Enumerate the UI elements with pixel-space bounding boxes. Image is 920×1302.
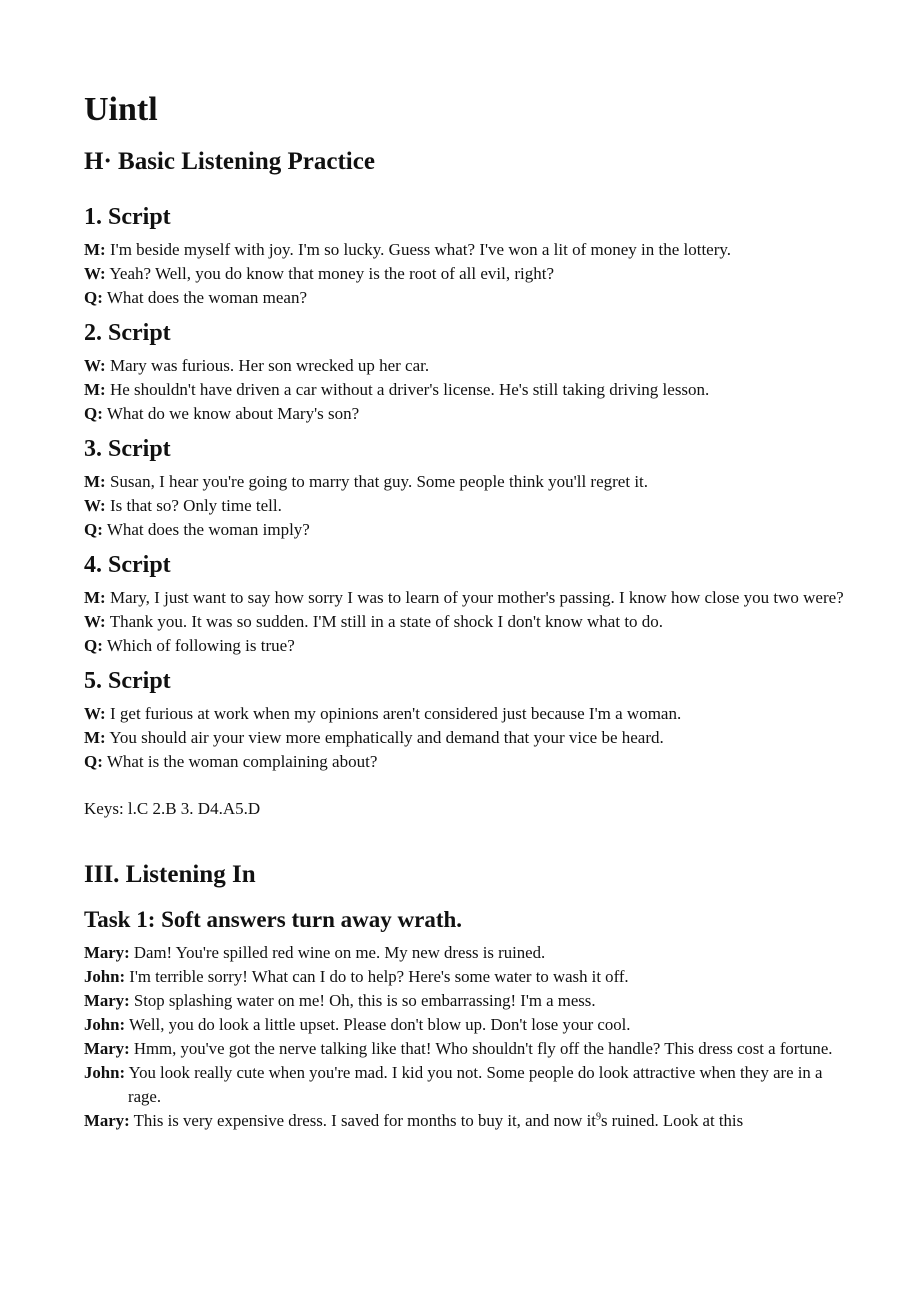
speaker-label: M: (84, 472, 106, 491)
speaker-label: John: (84, 1015, 126, 1034)
script-heading: 3. Script (84, 436, 171, 462)
script-1 (84, 202, 844, 310)
line-text: This is very expensive dress. I saved for months to buy it, and now it (133, 1111, 596, 1130)
script-line (84, 702, 844, 726)
speaker-label: John: (84, 1063, 126, 1082)
script-line (84, 634, 844, 658)
speaker-label: Mary: (84, 991, 130, 1010)
speaker-label: John: (84, 967, 126, 986)
script-2 (84, 318, 844, 426)
line-text: What does the woman mean? (106, 288, 307, 307)
dialogue-line (84, 1013, 844, 1037)
script-line (84, 610, 844, 634)
line-text: I'm terrible sorry! What can I do to help? Here's some water to wash it off. (129, 967, 629, 986)
line-text: He shouldn't have driven a car without a driver's license. He's still taking driving lesson. (109, 380, 710, 399)
speaker-label: W: (84, 612, 106, 631)
dialogue-line (84, 989, 844, 1013)
line-text: Yeah? Well, you do know that money is the root of all evil, right? (109, 264, 555, 283)
script-heading: 1. Script (84, 204, 171, 230)
line-text: Stop splashing water on me! Oh, this is so embarrassing! I'm a mess. (133, 991, 596, 1010)
speaker-label: Q: (84, 752, 103, 771)
speaker-label: M: (84, 728, 106, 747)
speaker-label: W: (84, 264, 106, 283)
line-text: Which of following is true? (106, 636, 295, 655)
line-text: I get furious at work when my opinions aren't considered just because I'm a woman. (109, 704, 682, 723)
line-text: What is the woman complaining about? (106, 752, 378, 771)
speaker-label: Q: (84, 520, 103, 539)
speaker-label: Mary: (84, 1039, 130, 1058)
script-line (84, 238, 844, 262)
speaker-label: W: (84, 496, 106, 515)
script-line (84, 286, 844, 310)
line-text: Dam! You're spilled red wine on me. My new dress is ruined. (133, 943, 546, 962)
script-line (84, 402, 844, 426)
script-5 (84, 666, 844, 774)
line-text: Mary, I just want to say how sorry I was to learn of your mother's passing. I know how close you two were? (109, 588, 844, 607)
superscript-mark: 9 (595, 1111, 601, 1123)
script-line (84, 518, 844, 542)
speaker-label: M: (84, 588, 106, 607)
dialogue-line (84, 1037, 844, 1061)
line-text: Well, you do look a little upset. Please don't blow up. Don't lose your cool. (128, 1015, 631, 1034)
document-page (84, 88, 844, 1133)
line-text: What do we know about Mary's son? (106, 404, 360, 423)
page-title: Uintl (84, 91, 158, 128)
speaker-label: Mary: (84, 943, 130, 962)
script-heading: 2. Script (84, 320, 171, 346)
speaker-label: Q: (84, 404, 103, 423)
dialogue-line (84, 965, 844, 989)
speaker-label: W: (84, 356, 106, 375)
line-text: Hmm, you've got the nerve talking like that! Who shouldn't fly off the handle? This dress cost a fortune. (133, 1039, 833, 1058)
speaker-label: M: (84, 240, 106, 259)
section-heading-listening-in: III. Listening In (84, 861, 256, 888)
dialogue-line (84, 1061, 844, 1109)
script-heading: 5. Script (84, 668, 171, 694)
speaker-label: M: (84, 380, 106, 399)
speaker-label: Q: (84, 636, 103, 655)
script-line (84, 726, 844, 750)
line-text: Is that so? Only time tell. (109, 496, 282, 515)
line-text: I'm beside myself with joy. I'm so lucky. Guess what? I've won a lit of money in the lottery. (109, 240, 732, 259)
script-4 (84, 550, 844, 658)
script-line (84, 470, 844, 494)
line-text: Thank you. It was so sudden. I'M still in a state of shock I don't know what to do. (109, 612, 664, 631)
script-line (84, 262, 844, 286)
speaker-label: Mary: (84, 1111, 130, 1130)
dialogue-line (84, 1109, 844, 1133)
dialogue (84, 941, 844, 1133)
line-text: You look really cute when you're mad. I kid you not. Some people do look attractive when they are in a rage. (128, 1063, 823, 1106)
speaker-label: Q: (84, 288, 103, 307)
script-heading: 4. Script (84, 552, 171, 578)
script-line (84, 354, 844, 378)
script-line (84, 750, 844, 774)
section-heading-basic-listening: H· Basic Listening Practice (84, 148, 375, 175)
script-line (84, 586, 844, 610)
script-3 (84, 434, 844, 542)
line-text: s ruined. Look at this (600, 1111, 744, 1130)
task-heading: Task 1: Soft answers turn away wrath. (84, 907, 463, 932)
dialogue-line (84, 941, 844, 965)
script-line (84, 494, 844, 518)
speaker-label: W: (84, 704, 106, 723)
line-text: Susan, I hear you're going to marry that guy. Some people think you'll regret it. (109, 472, 649, 491)
line-text: Mary was furious. Her son wrecked up her car. (109, 356, 430, 375)
line-text: You should air your view more emphatically and demand that your vice be heard. (109, 728, 664, 747)
script-line (84, 378, 844, 402)
line-text: What does the woman imply? (106, 520, 310, 539)
answer-keys: Keys: l.C 2.B 3. D4.A5.D (84, 799, 261, 818)
